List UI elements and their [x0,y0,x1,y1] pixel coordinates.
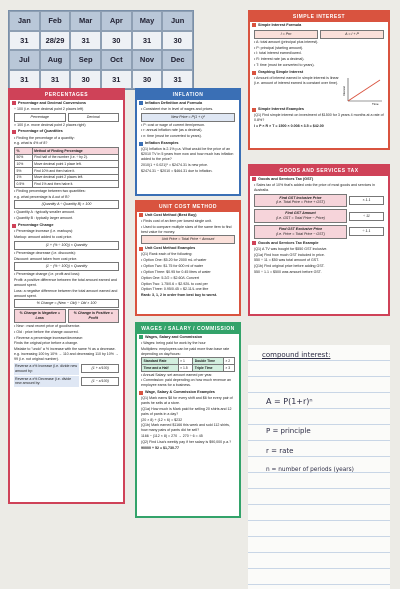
text: • Percentage change (i.e. profit and loss): [14,272,80,277]
formula-box: New Price = P(1 + r)ⁿ [141,113,235,122]
month-days: 31 [9,31,40,51]
text: • r: annual inflation rate (as a decimal). [141,128,203,133]
text: • Percentage increase (i.e. markups): [14,229,74,234]
month-name: Jan [9,11,40,31]
text: • Annual Salary: set amount earned per year. [141,372,213,377]
section-title: Wage, Salary & Commission Examples [137,389,239,396]
note: × 100 (i.e. move decimal point 2 places right) [14,122,86,127]
handwritten-p: P = principle [266,427,311,435]
text: Profit: a positive difference between the total amount earned and amount spent. [14,278,117,287]
text: • Used to compare multiple sizes of the same item to find best value for money. [141,224,232,234]
text: Rank: 3, 1, 2 in order from best buy to worst. [141,293,218,298]
text: • Commission: paid depending on how much revenue an employee earns for a business. [141,378,231,388]
month-name: Dec [162,50,193,70]
unit-cost-header: UNIT COST METHOD [137,202,239,212]
text: (Q1) Find simple interest on investment of $1500 for 3 years 4 months at a rate of 0.8%? [254,113,384,123]
text: • Percentage decrease (i.e. discounts): [14,250,76,255]
text: • P: principal (starting amount). [254,45,304,50]
method-table: % Method of Finding Percentage 50% Find half of the number (i.e. ÷ by 2). 10% Move decimal point 1 place left. 5% Find 10% and then halve it. 1% Move decimal point 2 places left. 0.5% Find 1% and then halve it. [14,147,119,188]
formula-box: % Change = (New − Old) ÷ Old × 100 [14,299,119,308]
month-name: Nov [132,50,163,70]
section-title: Goods and Services Tax (GST) [250,176,388,183]
month-days: 31 [9,70,40,90]
text: e.g. what percentage is A out of B? [14,194,70,199]
month-name: Aug [40,50,71,70]
text: Discount: amount taken from cost price. [14,256,78,261]
text: • Reverse a percentage increase/decrease: [14,335,83,340]
month-name: May [132,11,163,31]
simple-interest-header: SIMPLE INTEREST [250,12,388,22]
graph-text: • Amount of interest earned in simple interest is linear (i.e. amount of interest earned is constant over time). [254,76,339,85]
note: ÷ 100 (i.e. move decimal point 2 places left) [14,106,84,111]
section-title: Inflation Definition and Formula [137,100,239,107]
text: • Option Three: $0.95 for 0.45 litres of water [141,269,211,274]
months-table [8,10,194,90]
percentage-box: Percentage [14,113,66,122]
month-days: 31 [70,31,101,51]
month-name: Feb [40,11,71,31]
month-name: Jul [9,50,40,70]
text: • Finding percentage between two quantities: [14,188,86,193]
text: I = P × R × T = 1500 × 0.008 × 3.5 = $42.00 [254,123,324,128]
section-title: Graphing Simple Interest [250,69,388,76]
text: Markup: amount added to cost price. [14,234,73,239]
text: 90000 ÷ 52 = $1,730.77 [141,445,180,450]
gst-exclusive-op: ÷ 1.1 [349,227,384,236]
text: • Quantity A : typically smaller amount. [14,210,75,215]
section-title: Unit Cost Method (Best Buy) [137,212,239,219]
text: Option Two: 1.75/0.6 = $2.92/L to cost per [141,281,208,286]
graph-x-label: Time [372,102,379,107]
text: • Option One: $5.20 for 2000 mL of water [141,258,207,263]
handwritten-r: r = rate [266,447,294,455]
month-name: Mar [70,11,101,31]
gst-amount-box: Find GST Amount (i.e. GST = Total Price − Price) [254,209,347,223]
month-days: 31 [40,70,71,90]
text: • Old : price before the change occurred. [14,329,79,334]
notebook-page [248,345,390,589]
text: • Quantity B : typically larger amount. [14,216,73,221]
text: $2474.31 − $2010 = $464.31 due to inflation. [141,168,213,173]
inflation-header: INFLATION [137,90,239,100]
text: Option Three: 0.95/0.45 = $2.11/L one litre [141,287,209,292]
month-days: 28/29 [40,31,71,51]
month-days: 30 [101,31,132,51]
loss-box: % Change is Negative = Loss [14,309,66,323]
formula-box: (1 − (% ÷ 100)) × Quantity [14,262,119,271]
formula-box: I = Prn [254,30,318,39]
decimal-box: Decimal [68,113,120,122]
text: • n: time (must be converted to years). [141,134,202,139]
text: • R: interest rate (as a decimal). [254,57,305,62]
text: Loss: a negative difference between the total amount earned and amount spent. [14,288,118,298]
text: • A: total amount (principal plus interest). [254,39,319,44]
formula-box: A = I + P [320,30,384,39]
text: 2010(1 + 0.021)⁵ = $2474.31 is new price. [141,162,209,167]
handwritten-formula: A = P(1+r)ⁿ [266,397,313,406]
text: • Option Two: $1.75 for 600 ml of water [141,264,204,269]
section-title: Wages, Salary and Commission [137,334,239,341]
text: Option One: 5.2/2 = $2.60/L Convert [141,275,199,280]
formula-box: (1 + (% ÷ 100)) × Quantity [14,241,119,250]
text: (Q2) Find Lisa's weekly pay if her salary is $90,000 p.a.? [141,440,232,444]
section-title: Percentage Change [10,222,123,229]
month-days: 31 [132,31,163,51]
percentages-card [8,88,125,504]
text: (Q1b) Mark earned $1166 this week and sold 112 shirts, how many pairs of pants did he sell? [141,423,230,433]
text: (20 × 8) + (12 × 6) = $232 [141,417,183,422]
section-title: Percentage and Decimal Conversions [10,100,123,107]
section-title: Simple Interest Formula [250,22,388,29]
text: (Q1) Inflation is 2.1% p.a. What would be the price of an $2010 TV in 5 years from now and how much has inflation added to the price? [141,147,234,161]
text: (Q1) Mark earns $8 for every shift and $6 for every pair of pants he sells at a store. [141,396,233,406]
section-title: Simple Interest Examples [250,106,388,113]
reverse-increase-formula: (1 + x/100) [81,364,119,373]
unit-cost-card [135,200,241,316]
month-days: 30 [162,31,193,51]
rates-table: Standard Rate × 1 Double Time × 2 Time and a Half × 1.5 Triple Time × 3 [141,357,235,371]
section-title: Unit Cost Method Examples [137,245,239,252]
text: • New : most recent price of good/service. [14,323,81,328]
handwritten-n: n = number of periods (years) [266,467,354,473]
text: • P: cost or wage of current item/person. [141,122,205,127]
month-days: 30 [132,70,163,90]
wages-card [135,322,241,518]
gst-exclusive-box: Find GST Exclusive Price (i.e. Price = Total Price − GST) [254,225,347,239]
text: 550 ÷ 11 = $50 was total amount of GST. [254,258,319,263]
month-days: 31 [162,70,193,90]
text: (Q1a) How much is Mark paid for selling 20 shirts and 12 pairs of pants in a day? [141,406,232,416]
graph-y-label: Interest [342,86,346,97]
text: • I: total interest earned/owed. [254,51,302,56]
reverse-increase-label: Reverse a x% Increase (i.e. divide new amount by: [14,363,79,375]
text: (Q1a) Find how much GST included in price. [254,252,325,257]
reverse-decrease-formula: (1 − x/100) [81,377,119,386]
text: • Sales tax of 10% that's added onto the price of most goods and services in Australia. [254,182,376,192]
section-title: Inflation Examples [137,140,239,147]
section-title: Goods and Services Tax Example [250,240,388,247]
text: Finds the original price before a change. [14,341,79,346]
handwritten-title: compound interest: [262,351,331,359]
text: • Consistent rise in level of wages and prices. [141,106,214,111]
profit-box: % Change is Positive = Profit [68,309,120,323]
text: (Q1) A TV was bought for $550 GST inclusive. [254,246,328,251]
text: (Q1) Rank each of the following: [141,252,193,257]
wages-header: WAGES / SALARY / COMMISSION [137,324,239,334]
section-title: Percentage of Quantities [10,128,123,135]
gst-card [248,164,390,316]
text: e.g. what is 4% of 8? [14,141,48,146]
gst-amount-op: ÷ 11 [349,212,384,221]
percentages-header: PERCENTAGES [10,90,123,100]
formula-box: Unit Price = Total Price ÷ Amount [141,235,235,244]
simple-interest-card [248,10,390,150]
month-days: 30 [70,70,101,90]
text: Mistake to "undo" a % increase with the same % as a decrease. e.g. increasing 100 by 10% → 110 and decreasing 110 by 10% → 99 (i.e. not original number). [14,347,119,361]
text: Multipliers: employees can be paid more than base rate depending on day/hours: [141,346,230,356]
text: • Finds cost of an item per lowest single unit. [141,218,212,223]
month-name: Sep [70,50,101,70]
linear-graph [342,76,384,106]
gst-inclusive-box: Find GST Inclusive Price (i.e. Total Price = Price + GST) [254,194,347,208]
text: • Wages: being paid for work by the hour [141,340,206,345]
text: 550 ÷ 1.1 = $500 was amount before GST. [254,270,322,275]
text: • Finding the percentage of a quantity: [14,135,75,140]
text: • T: time (must be converted to years). [254,63,315,68]
month-name: Apr [101,11,132,31]
reverse-decrease-label: Reverse a x% Decrease (i.e. divide new amount by: [14,376,79,388]
month-days: 31 [101,70,132,90]
formula-box: (Quantity A ÷ Quantity B) × 100 [14,200,119,209]
gst-inclusive-op: × 1.1 [349,196,384,205]
text: (Q1b) Find original price before adding GST. [254,264,325,269]
month-name: Jun [162,11,193,31]
gst-header: GOODS AND SERVICES TAX [250,166,388,176]
text: 1166 − (112 × 8) = 270 → 270 ÷ 6 = 45 [141,434,203,439]
inflation-card [135,88,241,196]
month-name: Oct [101,50,132,70]
